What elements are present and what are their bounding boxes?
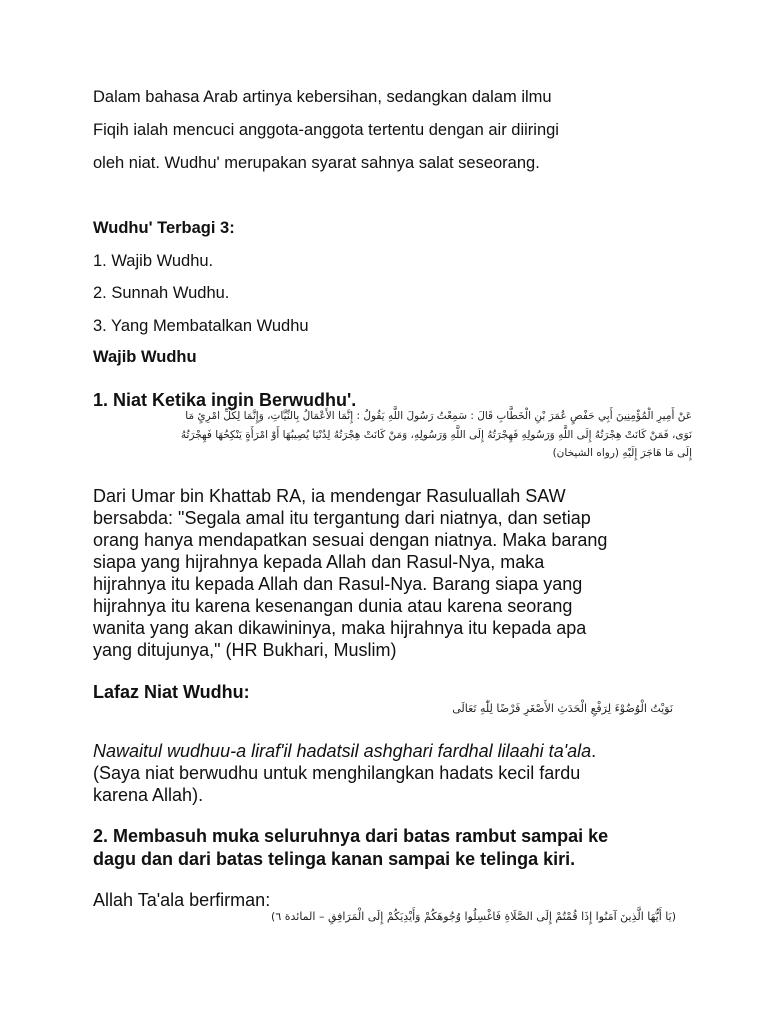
membasuh-heading-line-2: dagu dan dari batas telinga kanan sampai ke telinga kiri. <box>93 849 576 869</box>
translation-line-5: hijrahnya itu kepada Allah dan Rasul-Nya. Barang siapa yang <box>93 574 583 594</box>
niat-heading: 1. Niat Ketika ingin Berwudhu'. <box>93 390 357 410</box>
division-heading: Wudhu' Terbagi 3: <box>93 219 235 237</box>
lafaz-meaning-line-2: karena Allah). <box>93 785 204 805</box>
lafaz-latin: Nawaitul wudhuu-a liraf'il hadatsil ashghari fardhal lilaahi ta'ala <box>93 741 592 761</box>
hadith-arabic-line-2: نَوَى، فَمَنْ كَانَتْ هِجْرَتُهُ إِلَى اللَّهِ وَرَسُولِهِ فَهِجْرَتُهُ إِلَى اللَّهِ وَرَسُولِهِ، وَمَنْ كَانَتْ هِجْرَتُهُ لِدُنْيَا يُصِيبُهَا أَوْ امْرَأَةٍ يَنْكِحُهَا فَهِجْرَتُهُ <box>180 429 692 441</box>
translation-line-2: bersabda: "Segala amal itu tergantung dari niatnya, dan setiap <box>93 508 591 528</box>
firman-label: Allah Ta'ala berfirman: <box>93 890 271 910</box>
translation-line-4: siapa yang hijrahnya kepada Allah dan Rasul-Nya, maka <box>93 552 545 572</box>
translation-line-6: hijrahnya itu karena kesenangan dunia atau karena seorang <box>93 596 573 616</box>
translation-line-7: wanita yang akan dikawininya, maka hijrahnya itu kepada apa <box>93 618 587 638</box>
wajib-heading: Wajib Wudhu <box>93 348 197 366</box>
intro-line-1: Dalam bahasa Arab artinya kebersihan, sedangkan dalam ilmu <box>93 88 552 106</box>
translation-line-1: Dari Umar bin Khattab RA, ia mendengar Rasuluallah SAW <box>93 486 566 506</box>
lafaz-latin-end: . <box>591 741 597 761</box>
lafaz-arabic: نَوَيْتُ الْوُضُوْءَ لِرَفْعِ الْحَدَثِ الأَصْغَرِ فَرْضًا لِلّٰهِ تَعَالَى <box>452 702 673 715</box>
division-item-1: 1. Wajib Wudhu. <box>93 252 214 270</box>
intro-line-3: oleh niat. Wudhu' merupakan syarat sahnya salat seseorang. <box>93 154 540 172</box>
lafaz-heading: Lafaz Niat Wudhu: <box>93 682 250 702</box>
intro-line-2: Fiqih ialah mencuci anggota-anggota tertentu dengan air diiringi <box>93 121 559 139</box>
division-item-3: 3. Yang Membatalkan Wudhu <box>93 317 309 335</box>
lafaz-meaning-line-1: (Saya niat berwudhu untuk menghilangkan hadats kecil fardu <box>93 763 581 783</box>
ayat-arabic: (يَا أَيُّهَا الَّذِينَ آمَنُوا إِذَا قُمْتُمْ إِلَى الصَّلَاةِ فَاغْسِلُوا وُجُوهَكُمْ وَأَيْدِيَكُمْ إِلَى الْمَرَافِقِ – المائدة ٦) <box>271 910 676 923</box>
translation-line-8: yang ditujunya," (HR Bukhari, Muslim) <box>93 640 397 660</box>
lafaz-latin-line <box>93 741 596 762</box>
membasuh-heading-line-1: 2. Membasuh muka seluruhnya dari batas rambut sampai ke <box>93 826 609 846</box>
hadith-arabic-line-1: عَنْ أَمِيرِ الْمُؤْمِنِينَ أَبِي حَفْصٍ عُمَرَ بْنِ الْخَطَّابِ قَالَ : سَمِعْتُ رَسُولَ اللَّهِ يَقُولُ : إِنَّمَا الأَعْمَالُ بِالنِّيَّاتِ، وَإِنَّمَا لِكُلِّ امْرِئٍ مَا <box>185 410 692 422</box>
hadith-arabic-line-3: إِلَى مَا هَاجَرَ إِلَيْهِ (رواه الشيخان) <box>552 447 692 459</box>
translation-line-3: orang hanya mendapatkan sesuai dengan niatnya. Maka barang <box>93 530 608 550</box>
division-item-2: 2. Sunnah Wudhu. <box>93 284 230 302</box>
